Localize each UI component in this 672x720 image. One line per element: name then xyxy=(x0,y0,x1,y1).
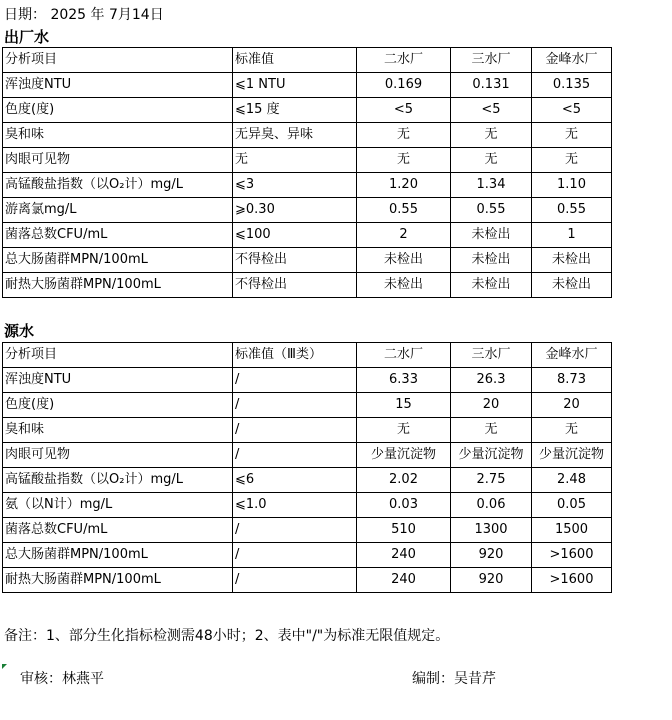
plant-value-cell[interactable]: >1600 xyxy=(532,543,612,568)
plant-value-cell[interactable]: 8.73 xyxy=(532,368,612,393)
editor-signature: 编制：吴昔芹 xyxy=(412,671,496,687)
header-cell[interactable]: 标准值（Ⅲ类） xyxy=(233,343,357,368)
plant-value-cell[interactable]: 6.33 xyxy=(357,368,451,393)
plant-value-cell[interactable]: <5 xyxy=(532,98,612,123)
plant-value-cell[interactable]: 240 xyxy=(357,568,451,593)
plant-value-cell[interactable]: 0.05 xyxy=(532,493,612,518)
plant-value-cell[interactable]: 未检出 xyxy=(451,273,532,298)
table-row xyxy=(3,418,612,443)
plant-value-cell[interactable]: 0.169 xyxy=(357,73,451,98)
plant-value-cell[interactable]: 无 xyxy=(532,418,612,443)
table-row xyxy=(3,98,612,123)
table-row xyxy=(3,518,612,543)
item-name-cell[interactable]: 肉眼可见物 xyxy=(3,443,233,468)
header-cell[interactable]: 分析项目 xyxy=(3,343,233,368)
standard-value-cell[interactable]: ⩽100 xyxy=(233,223,357,248)
standard-value-cell[interactable]: / xyxy=(233,443,357,468)
outlet-water-table xyxy=(2,47,612,298)
header-row xyxy=(3,343,612,368)
plant-value-cell[interactable]: 20 xyxy=(532,393,612,418)
plant-value-cell[interactable]: 0.55 xyxy=(357,198,451,223)
table-row xyxy=(3,248,612,273)
plant-value-cell[interactable]: 1.10 xyxy=(532,173,612,198)
plant-value-cell[interactable]: >1600 xyxy=(532,568,612,593)
table-row xyxy=(3,223,612,248)
plant-value-cell[interactable]: 510 xyxy=(357,518,451,543)
item-name-cell[interactable]: 高锰酸盐指数（以O₂计）mg/L xyxy=(3,173,233,198)
plant-value-cell[interactable]: 少量沉淀物 xyxy=(532,443,612,468)
plant-value-cell[interactable]: 未检出 xyxy=(357,273,451,298)
table-row xyxy=(3,123,612,148)
item-name-cell[interactable]: 游离氯mg/L xyxy=(3,198,233,223)
table-row xyxy=(3,443,612,468)
item-name-cell[interactable]: 菌落总数CFU/mL xyxy=(3,223,233,248)
plant-value-cell[interactable]: 未检出 xyxy=(357,248,451,273)
header-cell[interactable]: 金峰水厂 xyxy=(532,343,612,368)
plant-value-cell[interactable]: 20 xyxy=(451,393,532,418)
item-name-cell[interactable]: 臭和味 xyxy=(3,418,233,443)
plant-value-cell[interactable]: 0.135 xyxy=(532,73,612,98)
standard-value-cell[interactable]: / xyxy=(233,418,357,443)
plant-value-cell[interactable]: 26.3 xyxy=(451,368,532,393)
plant-value-cell[interactable]: 无 xyxy=(451,418,532,443)
plant-value-cell[interactable]: 无 xyxy=(357,148,451,173)
header-cell[interactable]: 二水厂 xyxy=(357,48,451,73)
table-row xyxy=(3,368,612,393)
standard-value-cell[interactable]: ⩽15 度 xyxy=(233,98,357,123)
standard-value-cell[interactable]: ⩽1 NTU xyxy=(233,73,357,98)
plant-value-cell[interactable]: 无 xyxy=(532,148,612,173)
remark-note: 备注：1、部分生化指标检测需48小时；2、表中"/"为标准无限值规定。 xyxy=(4,628,450,644)
plant-value-cell[interactable]: 15 xyxy=(357,393,451,418)
item-name-cell[interactable]: 色度(度) xyxy=(3,393,233,418)
standard-value-cell[interactable]: ⩽1.0 xyxy=(233,493,357,518)
standard-value-cell[interactable]: / xyxy=(233,518,357,543)
table-row xyxy=(3,393,612,418)
plant-value-cell[interactable]: 240 xyxy=(357,543,451,568)
standard-value-cell[interactable]: 不得检出 xyxy=(233,248,357,273)
standard-value-cell[interactable]: ⩽6 xyxy=(233,468,357,493)
plant-value-cell[interactable]: 少量沉淀物 xyxy=(451,443,532,468)
plant-value-cell[interactable]: 无 xyxy=(451,148,532,173)
standard-value-cell[interactable]: / xyxy=(233,393,357,418)
plant-value-cell[interactable]: 0.55 xyxy=(451,198,532,223)
item-name-cell[interactable]: 浑浊度NTU xyxy=(3,73,233,98)
item-name-cell[interactable]: 色度(度) xyxy=(3,98,233,123)
plant-value-cell[interactable]: 0.06 xyxy=(451,493,532,518)
item-name-cell[interactable]: 总大肠菌群MPN/100mL xyxy=(3,543,233,568)
plant-value-cell[interactable]: 0.131 xyxy=(451,73,532,98)
table-row xyxy=(3,273,612,298)
standard-value-cell[interactable]: ⩾0.30 xyxy=(233,198,357,223)
plant-value-cell[interactable]: 2 xyxy=(357,223,451,248)
plant-value-cell[interactable]: 2.75 xyxy=(451,468,532,493)
plant-value-cell[interactable]: 0.03 xyxy=(357,493,451,518)
item-name-cell[interactable]: 总大肠菌群MPN/100mL xyxy=(3,248,233,273)
standard-value-cell[interactable]: / xyxy=(233,368,357,393)
item-name-cell[interactable]: 高锰酸盐指数（以O₂计）mg/L xyxy=(3,468,233,493)
table-row xyxy=(3,198,612,223)
plant-value-cell[interactable]: 1300 xyxy=(451,518,532,543)
header-cell[interactable]: 三水厂 xyxy=(451,343,532,368)
plant-value-cell[interactable]: 未检出 xyxy=(532,273,612,298)
header-row xyxy=(3,48,612,73)
item-name-cell[interactable]: 浑浊度NTU xyxy=(3,368,233,393)
outlet-section-title: 出厂水 xyxy=(4,28,50,46)
plant-value-cell[interactable]: 无 xyxy=(532,123,612,148)
source-section-title: 源水 xyxy=(4,322,35,340)
table-row xyxy=(3,543,612,568)
plant-value-cell[interactable]: 920 xyxy=(451,568,532,593)
plant-value-cell[interactable]: 2.48 xyxy=(532,468,612,493)
plant-value-cell[interactable]: 1.20 xyxy=(357,173,451,198)
standard-value-cell[interactable]: 不得检出 xyxy=(233,273,357,298)
item-name-cell[interactable]: 氨（以N计）mg/L xyxy=(3,493,233,518)
cell-comment-marker xyxy=(2,664,7,669)
plant-value-cell[interactable]: 未检出 xyxy=(451,223,532,248)
plant-value-cell[interactable]: 2.02 xyxy=(357,468,451,493)
reviewer-signature: 审核：林燕平 xyxy=(20,671,104,687)
report-date: 日期： 2025 年 7月14日 xyxy=(4,7,164,23)
table-row xyxy=(3,468,612,493)
table-row xyxy=(3,73,612,98)
plant-value-cell[interactable]: <5 xyxy=(357,98,451,123)
item-name-cell[interactable]: 肉眼可见物 xyxy=(3,148,233,173)
standard-value-cell[interactable]: ⩽3 xyxy=(233,173,357,198)
plant-value-cell[interactable]: <5 xyxy=(451,98,532,123)
standard-value-cell[interactable]: / xyxy=(233,568,357,593)
plant-value-cell[interactable]: 无 xyxy=(357,123,451,148)
item-name-cell[interactable]: 耐热大肠菌群MPN/100mL xyxy=(3,568,233,593)
standard-value-cell[interactable]: 无 xyxy=(233,148,357,173)
plant-value-cell[interactable]: 未检出 xyxy=(532,248,612,273)
plant-value-cell[interactable]: 无 xyxy=(451,123,532,148)
header-cell[interactable]: 标准值 xyxy=(233,48,357,73)
table-row xyxy=(3,493,612,518)
header-cell[interactable]: 三水厂 xyxy=(451,48,532,73)
plant-value-cell[interactable]: 1 xyxy=(532,223,612,248)
item-name-cell[interactable]: 臭和味 xyxy=(3,123,233,148)
standard-value-cell[interactable]: / xyxy=(233,543,357,568)
header-cell[interactable]: 金峰水厂 xyxy=(532,48,612,73)
source-water-table xyxy=(2,342,612,593)
table-row xyxy=(3,568,612,593)
plant-value-cell[interactable]: 0.55 xyxy=(532,198,612,223)
table-row xyxy=(3,173,612,198)
plant-value-cell[interactable]: 未检出 xyxy=(451,248,532,273)
plant-value-cell[interactable]: 少量沉淀物 xyxy=(357,443,451,468)
plant-value-cell[interactable]: 920 xyxy=(451,543,532,568)
plant-value-cell[interactable]: 1500 xyxy=(532,518,612,543)
item-name-cell[interactable]: 耐热大肠菌群MPN/100mL xyxy=(3,273,233,298)
plant-value-cell[interactable]: 1.34 xyxy=(451,173,532,198)
item-name-cell[interactable]: 菌落总数CFU/mL xyxy=(3,518,233,543)
standard-value-cell[interactable]: 无异臭、异味 xyxy=(233,123,357,148)
header-cell[interactable]: 分析项目 xyxy=(3,48,233,73)
table-row xyxy=(3,148,612,173)
plant-value-cell[interactable]: 无 xyxy=(357,418,451,443)
header-cell[interactable]: 二水厂 xyxy=(357,343,451,368)
